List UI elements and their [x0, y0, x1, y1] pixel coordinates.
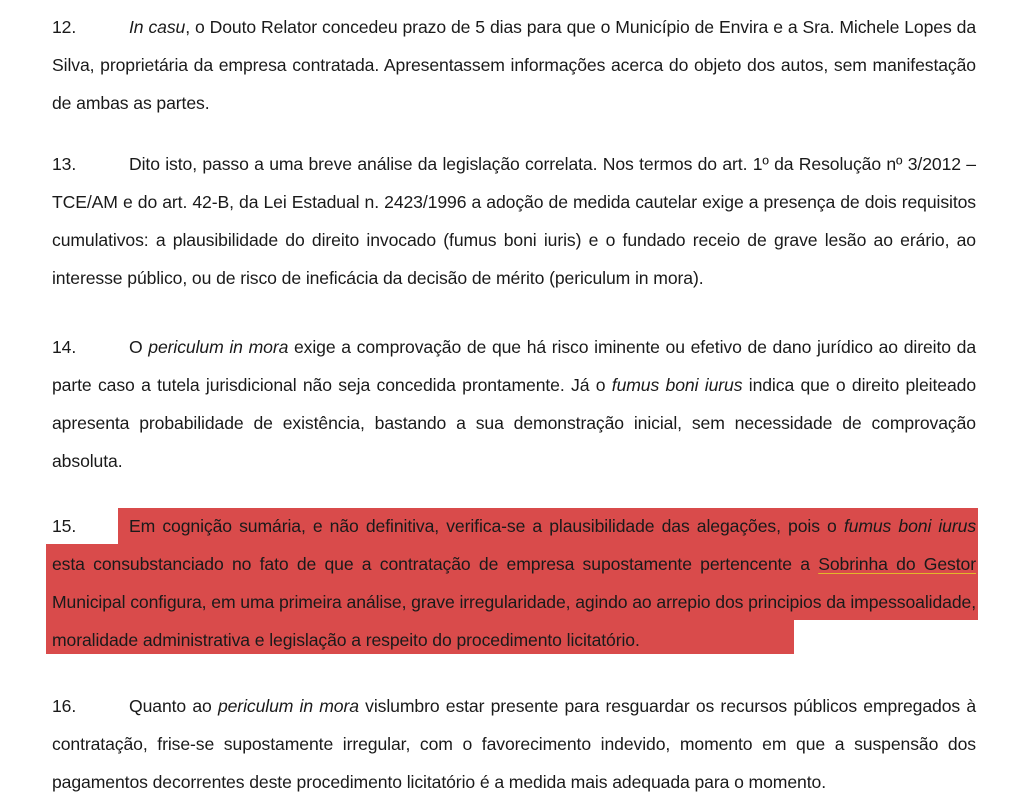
paragraph-number: 12. — [52, 17, 77, 37]
paragraph-number: 16. — [52, 696, 77, 716]
paragraph-text: O — [129, 337, 149, 357]
paragraph-15 — [52, 507, 976, 659]
paragraph-text: In casu — [129, 17, 186, 37]
paragraph-number: 13. — [52, 154, 77, 174]
paragraph-12 — [52, 8, 976, 122]
paragraph-number: 15. — [52, 516, 77, 536]
paragraph-14 — [52, 328, 976, 480]
underlined-text: Sobrinha do Gestor — [818, 554, 976, 574]
paragraph-text: Municipal configura, em uma primeira análise, grave irregularidade, agindo ao arrepio dos principios da impessoalidade, moralidade administrativa e legislação a respeito do procedimento licitatório. — [52, 592, 977, 650]
paragraph-text: Quanto ao — [129, 696, 218, 716]
paragraph-text: Dito isto, passo a uma breve análise da legislação correlata. Nos termos do art. 1º da Resolução nº 3/2012 – TCE/AM e do art. 42-B, da Lei Estadual n. 2423/1996 a adoção de medida cautelar exige a presença de dois requisitos cumulativos: a plausibilidade do direito invocado (fumus boni iuris) e o fundado receio de grave lesão ao erário, ao interesse público, ou de risco de ineficácia da decisão de mérito (periculum in mora). — [52, 154, 976, 288]
paragraph-text: fumus boni iurus — [843, 516, 977, 536]
paragraph-text: exige a comprovação de que há risco iminente ou efetivo de dano jurídico ao direito da parte caso a tutela jurisdicional não seja concedida prontamente. Já o — [52, 337, 977, 395]
paragraph-text: Em cognição sumária, e não definitiva, verifica-se a plausibilidade das alegações, pois o — [129, 516, 844, 536]
paragraph-text: vislumbro estar presente para resguardar os recursos públicos empregados à contratação, frise-se supostamente irregular, com o favorecimento indevido, momento em que a suspensão dos pagamentos decorrentes deste procedimento licitatório é a medida mais adequada para o momento. — [52, 696, 977, 792]
paragraph-number: 14. — [52, 337, 77, 357]
paragraph-text: fumus boni iurus — [611, 375, 743, 395]
paragraph-text: indica que o direito pleiteado apresenta probabilidade de existência, bastando a sua demonstração inicial, sem necessidade de comprovação absoluta. — [52, 375, 977, 471]
paragraph-text: esta consubstanciado no fato de que a contratação de empresa supostamente pertencente a — [52, 554, 819, 574]
paragraph-text: , o Douto Relator concedeu prazo de 5 dias para que o Município de Envira e a Sra. Michele Lopes da Silva, proprietária da empresa contratada. Apresentassem informações acerca do objeto dos autos, sem manifestação de ambas as partes. — [52, 17, 977, 113]
paragraph-text: periculum in mora — [148, 337, 289, 357]
paragraph-16 — [52, 687, 976, 801]
paragraph-13 — [52, 145, 976, 297]
paragraph-text: periculum in mora — [217, 696, 359, 716]
